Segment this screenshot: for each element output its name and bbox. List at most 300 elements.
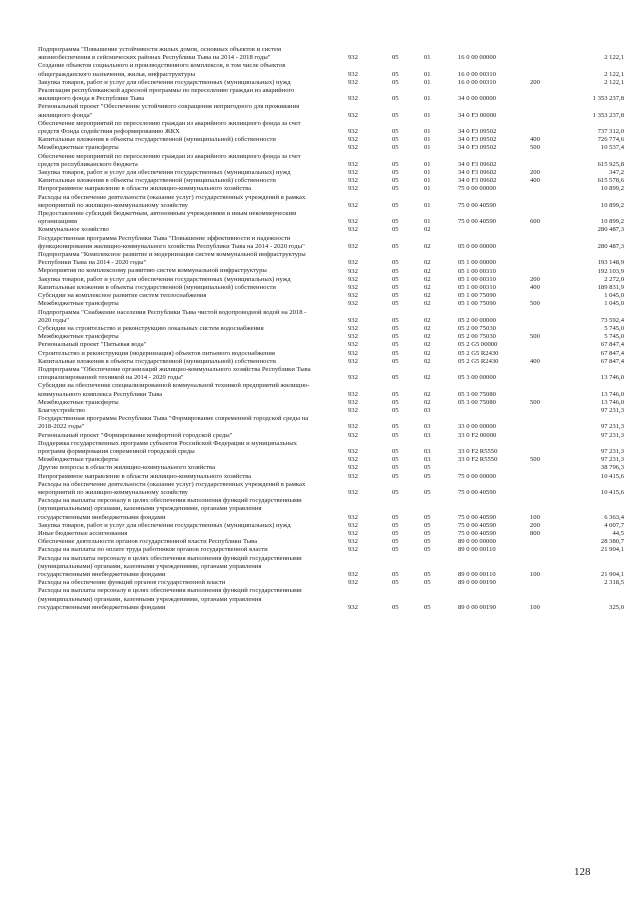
amount-cell: 13 746,0	[600, 390, 624, 398]
amount-cell: 2 122,1	[604, 54, 624, 62]
table-row	[0, 350, 640, 358]
ved-cell: 932	[348, 283, 358, 291]
row-values	[0, 71, 640, 79]
subsection-cell: 02	[424, 398, 431, 406]
subsection-cell: 01	[424, 136, 431, 144]
ved-cell: 932	[348, 144, 358, 152]
ved-cell: 932	[348, 78, 358, 86]
item-name-cell: Расходы на выплаты по оплате труда работников органов государственной власти	[38, 546, 268, 554]
ved-cell: 932	[348, 226, 358, 234]
table-row	[0, 473, 640, 481]
subsection-cell: 02	[424, 259, 431, 267]
target-article-cell: 34 0 00 00000	[458, 95, 496, 103]
row-values	[0, 530, 640, 538]
target-article-cell: 89 0 00 00190	[458, 579, 496, 587]
item-name-cell: Субсидии на строительство и реконструкцию локальных систем водоснабжения	[38, 324, 264, 332]
amount-cell: 10 415,6	[600, 472, 624, 480]
subsection-cell: 01	[424, 111, 431, 119]
target-article-cell: 05 2 G5 00000	[458, 341, 498, 349]
subsection-cell: 05	[424, 603, 431, 611]
section-cell: 05	[392, 546, 399, 554]
section-cell: 05	[392, 513, 399, 521]
ved-cell: 932	[348, 267, 358, 275]
target-article-cell: 05 2 G5 R2430	[458, 357, 499, 365]
table-row	[0, 235, 640, 251]
table-row	[0, 481, 640, 497]
ved-cell: 932	[348, 464, 358, 472]
ved-cell: 932	[348, 390, 358, 398]
section-cell: 05	[392, 78, 399, 86]
subsection-cell: 05	[424, 571, 431, 579]
subsection-cell: 05	[424, 579, 431, 587]
subsection-cell: 03	[424, 456, 431, 464]
section-cell: 05	[392, 242, 399, 250]
subsection-cell: 03	[424, 423, 431, 431]
section-cell: 05	[392, 398, 399, 406]
target-article-cell: 89 0 00 00110	[458, 571, 496, 579]
subsection-cell: 01	[424, 169, 431, 177]
subsection-cell: 02	[424, 267, 431, 275]
table-row	[0, 522, 640, 530]
section-cell: 05	[392, 169, 399, 177]
section-cell: 05	[392, 292, 399, 300]
item-name-cell: Капитальные вложения в объекты государственной (муниципальной) собственности	[38, 357, 276, 365]
table-row	[0, 87, 640, 103]
table-row	[0, 62, 640, 78]
item-name-cell: Региональный проект "Питьевая вода"	[38, 341, 147, 349]
item-name-cell: Благоустройство	[38, 406, 85, 414]
item-name-cell: Строительство и реконструкция (модернизация) объектов питьевого водоснабжения	[38, 349, 275, 357]
ved-cell: 932	[348, 300, 358, 308]
ved-cell: 932	[348, 530, 358, 537]
expense-type-cell: 400	[530, 357, 540, 365]
table-row	[0, 120, 640, 136]
table-row	[0, 226, 640, 234]
amount-cell: 44,5	[612, 530, 624, 537]
amount-cell: 5 745,0	[604, 324, 624, 332]
row-values	[0, 128, 640, 136]
amount-cell: 189 831,9	[597, 283, 624, 291]
ved-cell: 932	[348, 275, 358, 283]
amount-cell: 1 353 237,8	[592, 95, 624, 103]
table-row	[0, 169, 640, 177]
ved-cell: 932	[348, 185, 358, 193]
row-values	[0, 473, 640, 481]
section-cell: 05	[392, 423, 399, 431]
item-name-cell: Подпрограмма "Снабжение населения Республики Тыва чистой водопроводной водой на 2018 - 2020 годы"	[38, 308, 307, 324]
table-row	[0, 579, 640, 587]
target-article-cell: 75 0 00 40590	[458, 530, 496, 537]
table-row	[0, 267, 640, 275]
subsection-cell: 02	[424, 390, 431, 398]
amount-cell: 38 796,3	[600, 464, 624, 472]
table-row	[0, 276, 640, 284]
item-name-cell: Поддержка государственных программ субъектов Российской Федерации и муниципальных программ формирования современной городской среды	[38, 439, 297, 455]
amount-cell: 280 487,3	[597, 242, 624, 250]
subsection-cell: 01	[424, 78, 431, 86]
section-cell: 05	[392, 357, 399, 365]
item-name-cell: Другие вопросы в области жилищно-коммунального хозяйства	[38, 464, 215, 472]
amount-cell: 67 847,4	[600, 357, 624, 365]
section-cell: 05	[392, 538, 399, 546]
amount-cell: 28 380,7	[600, 538, 624, 546]
item-name-cell: Межбюджетные трансферты	[38, 398, 119, 406]
table-row	[0, 46, 640, 62]
item-name-cell: Региональный проект "Формирование комфортной городской среды"	[38, 431, 233, 439]
row-values	[0, 456, 640, 464]
amount-cell: 10 415,6	[600, 488, 624, 496]
item-name-cell: Межбюджетные трансферты	[38, 333, 119, 341]
amount-cell: 615 578,6	[597, 177, 624, 185]
table-row	[0, 415, 640, 431]
amount-cell: 5 745,0	[604, 333, 624, 341]
expense-type-cell: 100	[530, 571, 540, 579]
section-cell: 05	[392, 324, 399, 332]
table-row	[0, 144, 640, 152]
section-cell: 05	[392, 571, 399, 579]
item-name-cell: Обеспечение мероприятий по переселению граждан из аварийного жилищного фонда за счет средств Фонда содействия реформированию ЖКХ	[38, 119, 301, 136]
ved-cell: 932	[348, 521, 358, 529]
item-name-cell: Капитальные вложения в объекты государственной (муниципальной) собственности	[38, 283, 276, 291]
row-values	[0, 112, 640, 120]
target-article-cell: 34 0 F3 09602	[458, 160, 497, 168]
table-row	[0, 79, 640, 87]
table-row	[0, 325, 640, 333]
item-name-cell: Капитальные вложения в объекты государственной (муниципальной) собственности	[38, 177, 276, 185]
target-article-cell: 05 3 00 75080	[458, 390, 496, 398]
table-row	[0, 464, 640, 472]
item-name-cell: Государственная программа Республики Тыва "Формирование современной городской среды на 2018-2022 годы"	[38, 415, 309, 431]
row-values	[0, 300, 640, 308]
item-name-cell: Расходы на обеспечение функций органов государственной власти	[38, 579, 226, 587]
target-article-cell: 89 0 00 00190	[458, 603, 496, 611]
ved-cell: 932	[348, 472, 358, 480]
item-name-cell: Создание объектов социального и производственного комплексов, в том числе объектов общегражданского назначения, жилья, инфраструктуры	[38, 62, 286, 78]
expense-type-cell: 800	[530, 530, 540, 537]
row-values	[0, 268, 640, 276]
table-row	[0, 546, 640, 554]
section-cell: 05	[392, 447, 399, 455]
ved-cell: 932	[348, 316, 358, 324]
target-article-cell: 75 0 00 40590	[458, 218, 496, 226]
subsection-cell: 05	[424, 546, 431, 554]
subsection-cell: 03	[424, 406, 431, 414]
row-values	[0, 399, 640, 407]
row-values	[0, 546, 640, 554]
ved-cell: 932	[348, 177, 358, 185]
section-cell: 05	[392, 160, 399, 168]
row-values	[0, 276, 640, 284]
section-cell: 05	[392, 406, 399, 414]
table-row	[0, 210, 640, 226]
row-values	[0, 202, 640, 210]
budget-table	[0, 46, 640, 612]
section-cell: 05	[392, 111, 399, 119]
subsection-cell: 05	[424, 530, 431, 537]
target-article-cell: 34 0 F3 09602	[458, 169, 497, 177]
item-name-cell: Расходы на обеспечение деятельности (оказание услуг) государственных учреждений в рамках мероприятий по жилищно-коммунальному хозяйству	[38, 480, 306, 496]
ved-cell: 932	[348, 603, 358, 611]
section-cell: 05	[392, 267, 399, 275]
row-values	[0, 538, 640, 546]
expense-type-cell: 100	[530, 603, 540, 611]
target-article-cell: 16 0 00 00000	[458, 54, 496, 62]
row-values	[0, 144, 640, 152]
section-cell: 05	[392, 177, 399, 185]
item-name-cell: Региональный проект "Обеспечение устойчивого сокращения непригодного для проживания жилищного фонда"	[38, 103, 300, 119]
subsection-cell: 02	[424, 316, 431, 324]
target-article-cell: 05 1 00 75090	[458, 292, 496, 300]
amount-cell: 193 148,9	[597, 259, 624, 267]
table-row	[0, 194, 640, 210]
table-row	[0, 341, 640, 349]
subsection-cell: 05	[424, 472, 431, 480]
subsection-cell: 02	[424, 333, 431, 341]
subsection-cell: 05	[424, 488, 431, 496]
ved-cell: 932	[348, 357, 358, 365]
amount-cell: 97 231,3	[600, 423, 624, 431]
row-values	[0, 350, 640, 358]
item-name-cell: Обеспечение мероприятий по переселению граждан из аварийного жилищного фонда за счет средств республиканского бюджета	[38, 152, 301, 168]
row-values	[0, 407, 640, 415]
subsection-cell: 02	[424, 357, 431, 365]
item-name-cell: Капитальные вложения в объекты государственной (муниципальной) собственности	[38, 136, 276, 144]
row-values	[0, 284, 640, 292]
table-row	[0, 382, 640, 398]
section-cell: 05	[392, 316, 399, 324]
ved-cell: 932	[348, 70, 358, 78]
ved-cell: 932	[348, 406, 358, 414]
target-article-cell: 89 0 00 00110	[458, 546, 496, 554]
expense-type-cell: 400	[530, 177, 540, 185]
target-article-cell: 05 2 00 75030	[458, 333, 496, 341]
ved-cell: 932	[348, 513, 358, 521]
amount-cell: 6 363,4	[604, 513, 624, 521]
section-cell: 05	[392, 472, 399, 480]
section-cell: 05	[392, 431, 399, 439]
item-name-cell: Подпрограмма "Комплексное развитие и модернизация систем коммунальной инфраструктуры Республики Тыва на 2014 - 2020 годы"	[38, 251, 306, 267]
ved-cell: 932	[348, 54, 358, 62]
item-name-cell: Расходы на выплаты персоналу в целях обеспечения выполнения функций государственными (муниципальными) органами, казенными учреждениями, органами управления государственными внебюджетными фондами	[38, 554, 302, 578]
amount-cell: 737 312,0	[597, 128, 624, 136]
row-values	[0, 292, 640, 300]
ved-cell: 932	[348, 571, 358, 579]
subsection-cell: 02	[424, 226, 431, 234]
subsection-cell: 01	[424, 185, 431, 193]
amount-cell: 1 045,0	[604, 292, 624, 300]
expense-type-cell: 200	[530, 275, 540, 283]
ved-cell: 932	[348, 447, 358, 455]
row-values	[0, 218, 640, 226]
table-row	[0, 309, 640, 325]
row-values	[0, 169, 640, 177]
amount-cell: 10 899,2	[600, 201, 624, 209]
subsection-cell: 03	[424, 431, 431, 439]
expense-type-cell: 500	[530, 456, 540, 464]
ved-cell: 932	[348, 456, 358, 464]
amount-cell: 192 103,9	[597, 267, 624, 275]
table-row	[0, 530, 640, 538]
row-values	[0, 604, 640, 612]
amount-cell: 97 231,3	[600, 406, 624, 414]
section-cell: 05	[392, 95, 399, 103]
amount-cell: 13 746,0	[600, 398, 624, 406]
section-cell: 05	[392, 128, 399, 136]
target-article-cell: 05 1 00 00310	[458, 267, 496, 275]
amount-cell: 13 746,0	[600, 374, 624, 382]
amount-cell: 347,2	[609, 169, 624, 177]
table-row	[0, 358, 640, 366]
subsection-cell: 01	[424, 218, 431, 226]
row-values	[0, 79, 640, 87]
table-row	[0, 456, 640, 464]
section-cell: 05	[392, 488, 399, 496]
target-article-cell: 75 0 00 40590	[458, 521, 496, 529]
amount-cell: 21 904,1	[600, 571, 624, 579]
subsection-cell: 02	[424, 292, 431, 300]
ved-cell: 932	[348, 292, 358, 300]
expense-type-cell: 200	[530, 521, 540, 529]
item-name-cell: Закупка товаров, работ и услуг для обеспечения государственных (муниципальных) нужд	[38, 521, 291, 529]
target-article-cell: 05 3 00 00000	[458, 374, 496, 382]
item-name-cell: Закупка товаров, работ и услуг для обеспечения государственных (муниципальных) нужд	[38, 275, 291, 283]
table-row	[0, 432, 640, 440]
ved-cell: 932	[348, 324, 358, 332]
subsection-cell: 05	[424, 513, 431, 521]
amount-cell: 10 899,2	[600, 218, 624, 226]
target-article-cell: 75 0 00 40590	[458, 488, 496, 496]
subsection-cell: 02	[424, 349, 431, 357]
section-cell: 05	[392, 374, 399, 382]
target-article-cell: 33 0 F2 R5550	[458, 456, 498, 464]
row-values	[0, 448, 640, 456]
item-name-cell: Подпрограмма "Обеспечение организаций жилищно-коммунального хозяйства Республики Тыва специализированной техникой на 2014 - 2020 годы"	[38, 365, 311, 382]
section-cell: 05	[392, 341, 399, 349]
item-name-cell: Расходы на обеспечение деятельности (оказание услуг) государственных учреждений в рамках мероприятий по жилищно-коммунальному хозяйству	[38, 193, 306, 209]
row-values	[0, 374, 640, 382]
row-values	[0, 579, 640, 587]
amount-cell: 97 231,3	[600, 456, 624, 464]
subsection-cell: 01	[424, 54, 431, 62]
ved-cell: 932	[348, 423, 358, 431]
target-article-cell: 05 1 00 00310	[458, 283, 496, 291]
amount-cell: 10 899,2	[600, 185, 624, 193]
subsection-cell: 01	[424, 160, 431, 168]
target-article-cell: 05 1 00 75090	[458, 300, 496, 308]
expense-type-cell: 200	[530, 169, 540, 177]
row-values	[0, 489, 640, 497]
subsection-cell: 02	[424, 300, 431, 308]
amount-cell: 67 847,4	[600, 341, 624, 349]
subsection-cell: 02	[424, 374, 431, 382]
table-row	[0, 292, 640, 300]
row-values	[0, 464, 640, 472]
expense-type-cell: 400	[530, 136, 540, 144]
section-cell: 05	[392, 201, 399, 209]
row-values	[0, 177, 640, 185]
item-name-cell: Подпрограмма "Повышение устойчивости жилых домов, основных объектов и систем жизнеобеспечения в сейсмических районах Республики Тыва на 2014 - 2018 годы"	[38, 46, 282, 62]
row-values	[0, 571, 640, 579]
table-row	[0, 366, 640, 382]
row-values	[0, 325, 640, 333]
item-name-cell: Иные бюджетные ассигнования	[38, 529, 128, 537]
row-values	[0, 333, 640, 341]
section-cell: 05	[392, 333, 399, 341]
amount-cell: 1 353 237,8	[592, 111, 624, 119]
amount-cell: 97 231,3	[600, 431, 624, 439]
row-values	[0, 243, 640, 251]
expense-type-cell: 600	[530, 218, 540, 226]
item-name-cell: Расходы на выплаты персоналу в целях обеспечения выполнения функций государственными (муниципальными) органами, казенными учреждениями, органами управления государственными внебюджетными фондами	[38, 587, 302, 611]
target-article-cell: 75 0 00 00000	[458, 185, 496, 193]
target-article-cell: 05 2 G5 R2430	[458, 349, 499, 357]
table-row	[0, 185, 640, 193]
ved-cell: 932	[348, 111, 358, 119]
table-row	[0, 538, 640, 546]
item-name-cell: Субсидии на обеспечение специализированной коммунальной техникой предприятий жилищно-коммунального комплекса Республики Тыва	[38, 382, 310, 398]
target-article-cell: 33 0 F2 R5550	[458, 447, 498, 455]
section-cell: 05	[392, 136, 399, 144]
amount-cell: 1 045,0	[604, 300, 624, 308]
row-values	[0, 317, 640, 325]
subsection-cell: 05	[424, 521, 431, 529]
target-article-cell: 34 0 F3 09502	[458, 144, 497, 152]
ved-cell: 932	[348, 160, 358, 168]
section-cell: 05	[392, 603, 399, 611]
ved-cell: 932	[348, 169, 358, 177]
subsection-cell: 01	[424, 201, 431, 209]
target-article-cell: 05 1 00 00000	[458, 259, 496, 267]
target-article-cell: 33 0 00 00000	[458, 423, 496, 431]
amount-cell: 615 925,8	[597, 160, 624, 168]
row-values	[0, 358, 640, 366]
ved-cell: 932	[348, 488, 358, 496]
item-name-cell: Расходы на выплаты персоналу в целях обеспечения выполнения функций государственными (муниципальными) органами, казенными учреждениями, органами управления государственными внебюджетными фондами	[38, 497, 302, 521]
ved-cell: 932	[348, 95, 358, 103]
target-article-cell: 34 0 F3 00000	[458, 111, 497, 119]
amount-cell: 97 231,3	[600, 447, 624, 455]
section-cell: 05	[392, 275, 399, 283]
table-row	[0, 300, 640, 308]
amount-cell: 2 122,1	[604, 70, 624, 78]
ved-cell: 932	[348, 579, 358, 587]
row-values	[0, 136, 640, 144]
subsection-cell: 05	[424, 464, 431, 472]
row-values	[0, 391, 640, 399]
ved-cell: 932	[348, 333, 358, 341]
target-article-cell: 75 0 00 40590	[458, 513, 496, 521]
section-cell: 05	[392, 456, 399, 464]
section-cell: 05	[392, 259, 399, 267]
ved-cell: 932	[348, 201, 358, 209]
subsection-cell: 01	[424, 144, 431, 152]
row-values	[0, 341, 640, 349]
section-cell: 05	[392, 464, 399, 472]
table-row	[0, 399, 640, 407]
ved-cell: 932	[348, 398, 358, 406]
section-cell: 05	[392, 185, 399, 193]
table-row	[0, 440, 640, 456]
target-article-cell: 05 2 00 75030	[458, 324, 496, 332]
section-cell: 05	[392, 579, 399, 587]
subsection-cell: 01	[424, 70, 431, 78]
target-article-cell: 75 0 00 00000	[458, 472, 496, 480]
amount-cell: 280 487,3	[597, 226, 624, 234]
row-values	[0, 514, 640, 522]
table-row	[0, 407, 640, 415]
subsection-cell: 02	[424, 275, 431, 283]
item-name-cell: Коммунальное хозяйство	[38, 226, 109, 234]
